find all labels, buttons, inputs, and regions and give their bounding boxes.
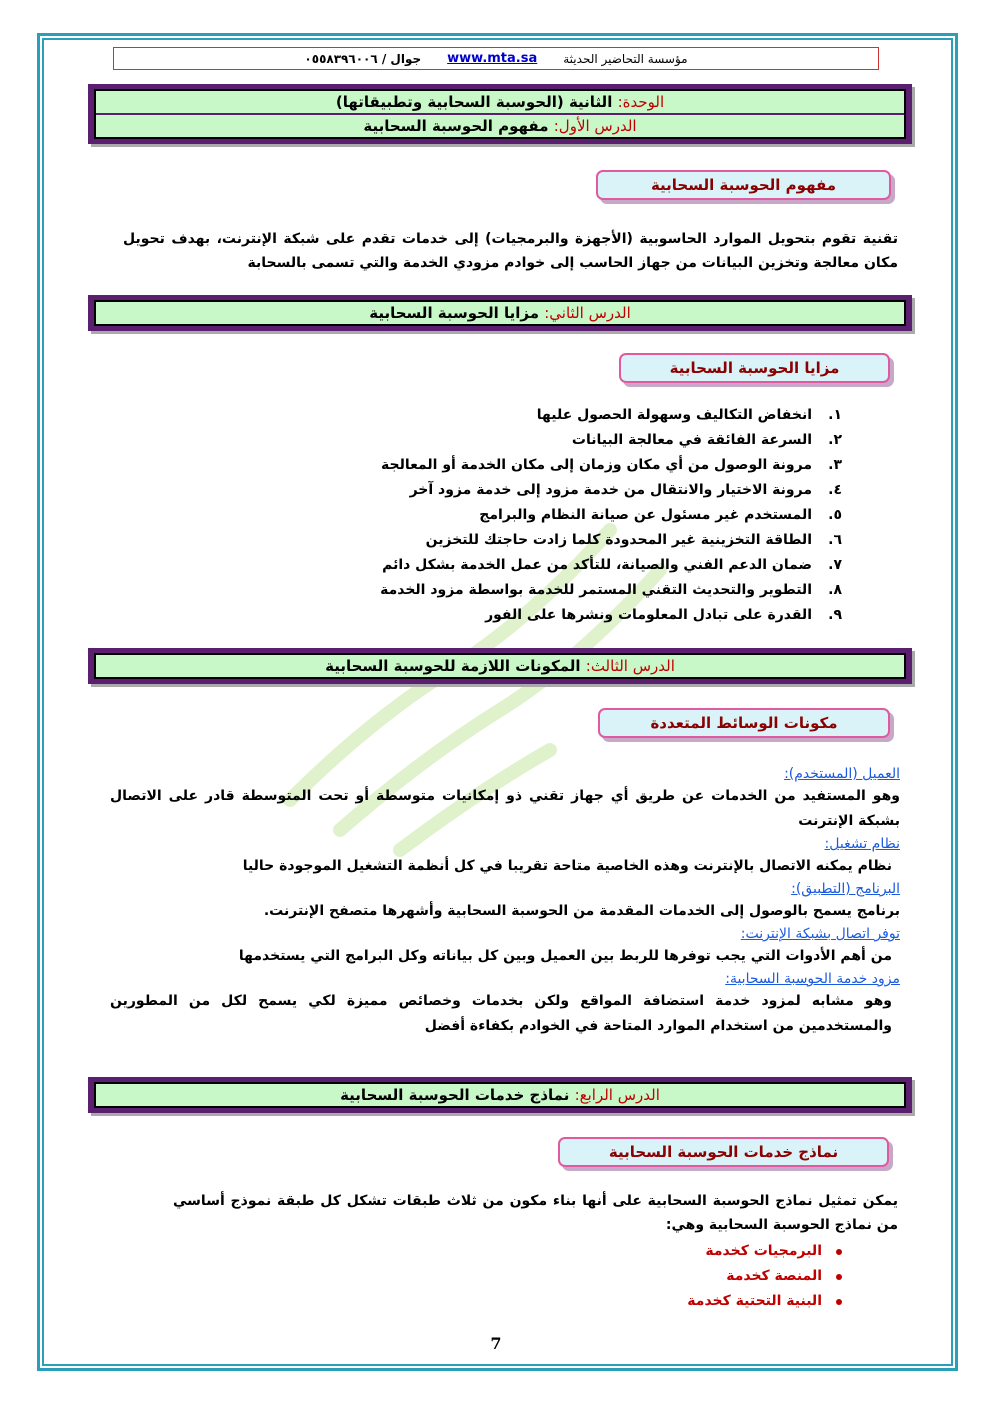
list-item: ١. انخفاض التكاليف وسهولة الحصول عليها	[536, 407, 842, 423]
component-text: وهو المستفيد من الخدمات عن طريق أي جهاز تقني ذو إمكانيات متوسطة أو تحت المتوسطة قادر على الاتصال بشبكة الإنترنت	[110, 788, 900, 829]
component-heading: البرنامج (التطبيق):	[791, 881, 900, 897]
lesson4-heading: نماذج خدمات الحوسبة السحابية	[558, 1137, 889, 1167]
header-bar	[113, 47, 879, 70]
lesson4-box	[88, 1077, 912, 1113]
unit-label: الوحدة:	[617, 93, 665, 111]
phone-label: جوال /	[381, 51, 422, 66]
page-number: 7	[490, 1334, 502, 1353]
component-text: برنامج يسمح بالوصول إلى الخدمات المقدمة من الحوسبة السحابية وأشهرها متصفح الإنترنت.	[263, 903, 900, 919]
unit-box	[88, 84, 912, 144]
component-heading: نظام تشغيل:	[824, 836, 900, 852]
list-item: ٢. السرعة الفائقة في معالجة البيانات	[571, 432, 842, 448]
component-text: من أهم الأدوات التي يجب توفرها للربط بين العميل وبين كل بياناته وكل البرامج التي يستخدمها	[238, 948, 892, 964]
component-text: وهو مشابه لمزود خدمة استضافة المواقع ولكن بخدمات وخصائص مميزة لكي يسمح لكل من المطورين والمستخدمين من استخدام الموارد المتاحة في الخوادم بكفاءة أفضل	[110, 993, 892, 1034]
list-item: ٣. مرونة الوصول من أي مكان وزمان إلى مكان الخدمة أو المعالجة	[381, 457, 842, 473]
lesson4-label: الدرس الرابع:	[574, 1086, 660, 1104]
lesson3-title: المكونات اللازمة للحوسبة السحابية	[325, 657, 581, 675]
list-item: ٦. الطاقة التخزينية غير المحدودة كلما زادت حاجتك للتخزين	[425, 532, 842, 548]
component-heading: مزود خدمة الحوسبة السحابية:	[725, 971, 900, 987]
list-item: ٤. مرونة الاختيار والانتقال من خدمة مزود إلى خدمة مزود آخر	[409, 482, 842, 498]
unit-title-row	[96, 91, 904, 113]
phone-number: ٠٥٥٨٣٩٦٠٠٦	[304, 51, 378, 66]
lesson4-text: يمكن تمثيل نماذج الحوسبة السحابية على أنها بناء مكون من ثلاث طبقات تشكل كل طبقة نموذج أساسي من نماذج الحوسبة السحابية وهي:	[173, 1193, 898, 1233]
lesson3-label: الدرس الثالث:	[585, 657, 675, 675]
lesson2-box	[88, 295, 912, 331]
lesson3-title-row	[96, 655, 904, 677]
component-text: نظام يمكنه الاتصال بالإنترنت وهذه الخاصية متاحة تقريبا في كل أنظمة التشغيل الموجودة حاليا	[242, 858, 892, 874]
list-item: ٩. القدرة على تبادل المعلومات ونشرها على الفور	[485, 607, 842, 623]
components-section	[110, 764, 900, 1039]
service-models-list	[687, 1239, 842, 1314]
bullet-icon	[836, 1274, 842, 1280]
component-heading: توفر اتصال بشبكة الإنترنت:	[740, 926, 900, 942]
section1-text: تقنية تقوم بتحويل الموارد الحاسوبية (الأجهزة والبرمجيات) إلى خدمات تقدم على شبكة الإنترنت، بهدف تحويل مكان معالجة وتخزين البيانات من جهاز الحاسب إلى خوادم مزودي الخدمة والتي تسمى بالسحابة	[123, 231, 898, 271]
phone-info	[304, 52, 421, 66]
lesson2-title: مزايا الحوسبة السحابية	[369, 304, 540, 322]
list-item: البنية التحتية كخدمة	[687, 1289, 842, 1314]
lesson1-title: مفهوم الحوسبة السحابية	[363, 117, 549, 135]
lesson2-heading: مزايا الحوسبة السحابية	[619, 353, 890, 383]
list-item: البرمجيات كخدمة	[687, 1239, 842, 1264]
organization-name: مؤسسة التحاضير الحديثة	[563, 51, 688, 66]
lesson1-title-row	[96, 113, 904, 137]
lesson1-label: الدرس الأول:	[553, 117, 637, 135]
bullet-icon	[836, 1249, 842, 1255]
lesson3-box	[88, 648, 912, 684]
lesson4-title: نماذج خدمات الحوسبة السحابية	[340, 1086, 570, 1104]
lesson2-label: الدرس الثاني:	[544, 304, 631, 322]
lesson2-title-row	[96, 302, 904, 324]
list-item: ٥. المستخدم غير مسئول عن صيانة النظام والبرامج	[479, 507, 842, 523]
component-heading: العميل (المستخدم):	[784, 766, 900, 782]
list-item: المنصة كخدمة	[687, 1264, 842, 1289]
unit-title: الثانية (الحوسبة السحابية وتطبيقاتها)	[335, 93, 613, 111]
bullet-icon	[836, 1299, 842, 1305]
advantages-list	[282, 403, 842, 628]
lesson3-heading: مكونات الوسائط المتعددة	[598, 708, 890, 738]
list-item: ٨. التطوير والتحديث التقني المستمر للخدمة بواسطة مزود الخدمة	[380, 582, 842, 598]
list-item: ٧. ضمان الدعم الفني والصيانة، للتأكد من عمل الخدمة بشكل دائم	[382, 557, 842, 573]
lesson4-title-row	[96, 1084, 904, 1106]
website-link[interactable]: www.mta.sa	[447, 51, 538, 66]
section1-heading: مفهوم الحوسبة السحابية	[596, 170, 891, 200]
